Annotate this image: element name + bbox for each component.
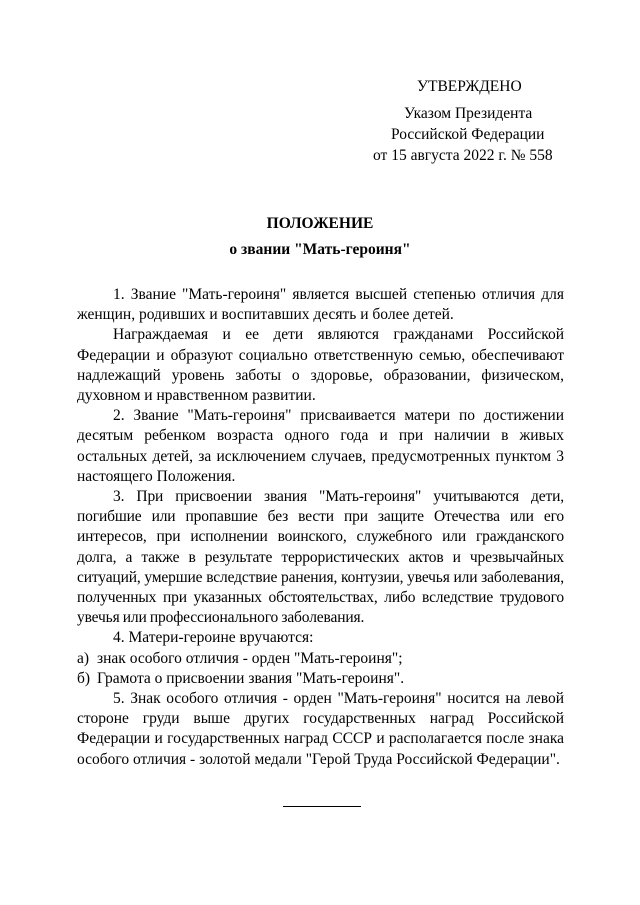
document-title — [0, 211, 640, 263]
list-marker-a: а) — [77, 649, 90, 667]
approval-stamp — [360, 76, 580, 166]
approval-label: УТВЕРЖДЕНО — [417, 78, 522, 95]
approval-decree: Указом Президента — [404, 105, 533, 122]
approval-date: от 15 августа 2022 г. № 558 — [373, 147, 553, 164]
list-item-a — [77, 649, 564, 669]
list-item-b — [77, 669, 564, 689]
paragraph-1: 1. Звание "Мать-героиня" является высшей степенью отличия для женщин, родивших и воспитавших десять и более детей. — [77, 286, 564, 324]
paragraph-1-continued: Награждаемая и ее дети являются гражданами Российской Федерации и образуют социально ответственную семью, обеспечивают надлежащий уровень заботы о здоровье, образовании, физическом, духовном и нравственном развитии. — [77, 326, 564, 405]
paragraph-5: 5. Знак особого отличия - орден "Мать-героиня" носится на левой стороне груди выше других государственных наград Российской Федерации и государственных наград СССР и располагается после знака особого отличия - золотой медали "Герой Труда Российской Федерации". — [77, 690, 564, 768]
list-text-b: Грамота о присвоении звания "Мать-героиня". — [97, 669, 405, 687]
paragraph-3: 3. При присвоении звания "Мать-героиня" учитываются дети, погибшие или пропавшие без вести при защите Отечества или его интересов, при исполнении воинского, служебного или гражданского долга, а также в результате террористических актов и чрезвычайных ситуаций, умершие вследствие ранения, контузии, увечья или заболевания, полученных при указанных обстоятельствах, либо вследствие трудового увечья или профессионального заболевания. — [77, 488, 564, 627]
approval-country: Российской Федерации — [391, 126, 545, 143]
end-divider — [283, 806, 361, 807]
title-heading: ПОЛОЖЕНИЕ — [266, 215, 374, 232]
title-subheading: о звании "Мать-героиня" — [229, 241, 411, 258]
list-text-a: знак особого отличия - орден "Мать-героиня"; — [97, 649, 403, 667]
paragraph-2: 2. Звание "Мать-героиня" присваивается матери по достижении десятым ребенком возраста одного года и при наличии в живых остальных детей, за исключением случаев, предусмотренных пунктом 3 настоящего Положения. — [77, 407, 564, 485]
document-body — [77, 285, 564, 770]
paragraph-4: 4. Матери-героине вручаются: — [113, 629, 314, 647]
list-marker-b: б) — [77, 669, 91, 687]
